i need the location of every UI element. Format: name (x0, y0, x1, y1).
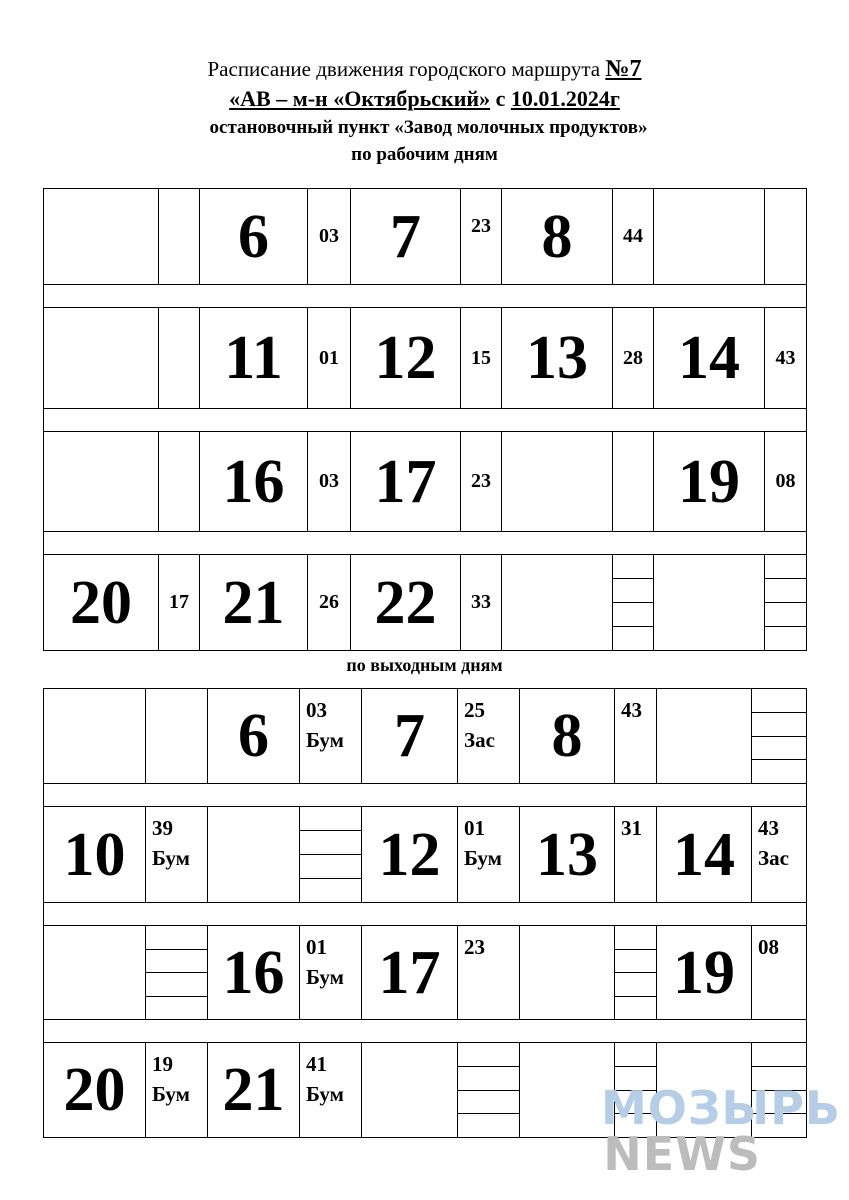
hour-cell: 11 (200, 308, 308, 409)
minute-cell: 23 (458, 926, 520, 1020)
minute-cell (300, 807, 362, 903)
minute-cell (613, 432, 654, 532)
minute-cell (458, 1043, 520, 1138)
minute-cell: 43 Зас (752, 807, 807, 903)
hour-cell: 20 (44, 1043, 146, 1138)
hour-cell: 13 (520, 807, 615, 903)
minute-cell: 01 (308, 308, 351, 409)
watermark-line-1: МОЗЫРЬ (601, 1081, 841, 1135)
hour-cell: 7 (351, 189, 461, 285)
minute-cell: 03 (308, 432, 351, 532)
hour-cell: 10 (44, 807, 146, 903)
table-row (44, 432, 807, 532)
row-gap (44, 532, 807, 555)
title-prefix: Расписание движения городского маршрута (207, 57, 606, 81)
hour-cell (657, 689, 752, 784)
hour-cell (654, 189, 765, 285)
minute-cell: 43 (615, 689, 657, 784)
minute-cell: 19 Бум (146, 1043, 208, 1138)
hour-cell: 20 (44, 555, 159, 651)
hour-cell: 6 (200, 189, 308, 285)
minute-cell (159, 308, 200, 409)
minute-cell (613, 555, 654, 651)
minute-cell: 41 Бум (300, 1043, 362, 1138)
title-line-1 (0, 56, 849, 83)
hour-cell (654, 555, 765, 651)
minute-cell: 26 (308, 555, 351, 651)
minute-cell: 44 (613, 189, 654, 285)
watermark-line-2: NEWS (603, 1127, 761, 1181)
hour-cell: 19 (657, 926, 752, 1020)
minute-cell: 03 Бум (300, 689, 362, 784)
minute-cell (146, 926, 208, 1020)
minute-cell (752, 689, 807, 784)
row-gap (44, 1020, 807, 1043)
table-row (44, 555, 807, 651)
row-gap (44, 285, 807, 308)
minute-cell: 39 Бум (146, 807, 208, 903)
table-row (44, 189, 807, 285)
weekends-label: по выходным дням (346, 655, 503, 675)
minute-cell: 43 (765, 308, 807, 409)
weekdays-label: по рабочим дням (351, 144, 498, 165)
route-name: «АВ – м-н «Октябрьский» (229, 86, 491, 111)
minute-cell (146, 689, 208, 784)
minute-cell: 08 (765, 432, 807, 532)
hour-cell: 8 (502, 189, 613, 285)
table-row (44, 689, 807, 784)
hour-cell: 16 (208, 926, 300, 1020)
hour-cell: 14 (654, 308, 765, 409)
hour-cell (44, 189, 159, 285)
table-row (44, 926, 807, 1020)
minute-cell (615, 926, 657, 1020)
table-row (44, 308, 807, 409)
hour-cell (520, 926, 615, 1020)
hour-cell: 12 (351, 308, 461, 409)
route-number: №7 (605, 56, 642, 82)
hour-cell (208, 807, 300, 903)
hour-cell: 14 (657, 807, 752, 903)
minute-cell: 01 Бум (300, 926, 362, 1020)
hour-cell: 6 (208, 689, 300, 784)
minute-cell (159, 189, 200, 285)
hour-cell: 22 (351, 555, 461, 651)
hour-cell: 8 (520, 689, 615, 784)
hour-cell: 17 (351, 432, 461, 532)
minute-cell: 28 (613, 308, 654, 409)
minute-cell: 17 (159, 555, 200, 651)
row-gap (44, 409, 807, 432)
hour-cell: 17 (362, 926, 458, 1020)
minute-cell: 25 Зас (458, 689, 520, 784)
watermark-logo (601, 1081, 841, 1181)
schedule-date: 10.01.2024г (510, 86, 620, 111)
hour-cell (44, 689, 146, 784)
title-line-2 (0, 86, 849, 112)
hour-cell (44, 926, 146, 1020)
weekend-schedule-table (43, 688, 807, 1138)
minute-cell (765, 189, 807, 285)
hour-cell: 12 (362, 807, 458, 903)
hour-cell (362, 1043, 458, 1138)
minute-cell (765, 555, 807, 651)
hour-cell: 21 (200, 555, 308, 651)
hour-cell (44, 432, 159, 532)
row-gap (44, 903, 807, 926)
minute-cell: 33 (461, 555, 502, 651)
table-row (44, 807, 807, 903)
hour-cell: 16 (200, 432, 308, 532)
hour-cell (502, 432, 613, 532)
minute-cell: 08 (752, 926, 807, 1020)
minute-cell: 31 (615, 807, 657, 903)
minute-cell: 15 (461, 308, 502, 409)
hour-cell: 19 (654, 432, 765, 532)
weekday-schedule-table (43, 188, 807, 651)
minute-cell: 01 Бум (458, 807, 520, 903)
date-prefix: с (490, 86, 511, 111)
hour-cell: 7 (362, 689, 458, 784)
stop-name: остановочный пункт «Завод молочных продуктов» (209, 117, 648, 138)
row-gap (44, 784, 807, 807)
minute-cell: 23 (461, 432, 502, 532)
minute-cell (159, 432, 200, 532)
hour-cell: 21 (208, 1043, 300, 1138)
minute-cell: 03 (308, 189, 351, 285)
minute-cell: 23 (461, 189, 502, 285)
hour-cell (44, 308, 159, 409)
hour-cell: 13 (502, 308, 613, 409)
hour-cell (502, 555, 613, 651)
